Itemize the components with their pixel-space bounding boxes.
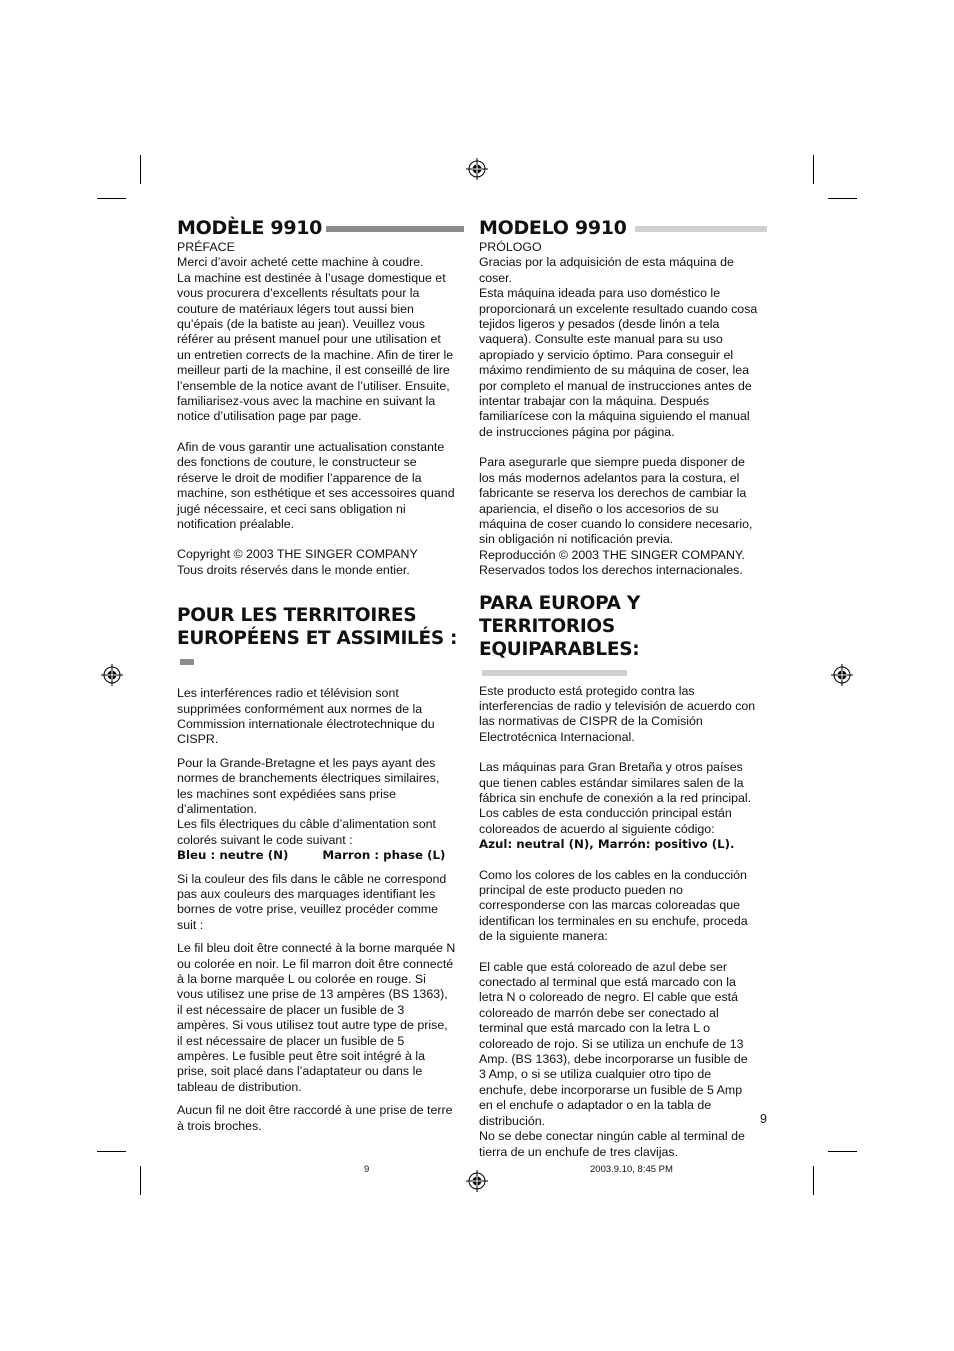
preface-body: Merci d’avoir acheté cette machine à coudre. La machine est destinée à l’usage domestique et vous procurera d’excellents résultats pour la couture de matériaux légers tout aussi bien qu’épais (de la batiste au jean). Veuillez vous référer au présent manuel pour une utilisation et un entretien corrects de la machine. Afin de tirer le meilleur parti de la machine, il est conseillé de lire l’ensemble de la notice avant de l’utiliser. Ensuite, familiarisez-vous avec la machine en suivant la notice d’utilisation page par page. <box>177 255 454 424</box>
section-title-line <box>479 638 771 684</box>
color-mismatch-paragraph: Como los colores de los cables en la conducción principal de este producto pueden no corresponderse con las marcas coloreadas que identifican los terminales en su enchufe, proceda de la siguiente manera: <box>479 867 748 944</box>
fuse-paragraph: Le fil bleu doit être connecté à la borne marquée N ou colorée en noir. Le fil marron doit être connecté à la borne marquée L ou colorée en rouge. Si vous utilisez une prise de 13 ampères (BS 1363), il est nécessaire de placer un fusible de 3 ampères. Si vous utilisez tout autre type de prise, il est nécessaire de placer un fusible de 5 ampères. Le fusible peut être soit intégré à la prise, soit placé dans l’adaptateur ou dans le tableau de distribution. <box>177 941 456 1094</box>
section-title-line: POUR LES TERRITOIRES <box>177 605 417 627</box>
french-title <box>177 216 469 240</box>
crop-mark <box>140 1166 141 1195</box>
wire-color-code: Azul: neutral (N), Marrón: positivo (L). <box>479 837 735 852</box>
code-brown: Marron : phase (L) <box>322 848 446 863</box>
spanish-title <box>479 216 771 240</box>
section-title-text: EUROPÉENS ET ASSIMILÉS : <box>177 628 458 650</box>
crop-mark <box>97 198 126 199</box>
spanish-title-text: MODELO 9910 <box>479 217 627 239</box>
crop-mark <box>813 1166 814 1195</box>
registration-mark-icon <box>101 664 123 686</box>
crop-mark <box>97 1151 126 1152</box>
registration-mark-icon <box>466 158 488 180</box>
prologue-body: Gracias por la adquisición de esta máquina de coser. Esta máquina ideada para uso doméstico le proporcionará un excelente resultado cuando cosa tejidos ligeros y pesados (desde linón a tela vaquera). Consulte este manual para su uso apropiado y servicio óptimo. Para conseguir el máximo rendimiento de su máquina de coser, lea por completo el manual de instrucciones antes de intentar trabajar con la máquina. Después familiarícese con la máquina siguiendo el manual de instrucciones página por página. <box>479 255 758 439</box>
title-bar <box>326 226 464 232</box>
footer-timestamp: 2003.9.10, 8:45 PM <box>590 1164 673 1175</box>
registration-mark-icon <box>831 664 853 686</box>
uk-plug-paragraph: Las máquinas para Gran Bretaña y otros países que tienen cables estándar similares salen de la fábrica sin enchufe de conexión a la red principal. Los cables de esta conducción principal están coloreados de acuerdo al siguiente código: <box>479 760 752 836</box>
earth-paragraph: Aucun fil ne doit être raccordé à une prise de terre à trois broches. <box>177 1103 453 1133</box>
spanish-column <box>479 216 771 1160</box>
fuse-paragraph: El cable que está coloreado de azul debe ser conectado al terminal que está marcado con la letra N o coloreado de negro. El cable que está coloreado de marrón debe ser conectado al terminal que está marcado con la letra L o coloreado de rojo. Si se utiliza un enchufe de 13 Amp. (BS 1363), debe incorporarse un fusible de 3 Amp, o si se utiliza cualquier otro tipo de enchufe, debe incorporarse un fusible de 5 Amp en el enchufe o adaptador o en la tabla de distribución. No se debe conectar ningún cable al terminal de tierra de un enchufe de tres clavijas. <box>479 959 748 1159</box>
update-notice: Para asegurarle que siempre pueda disponer de los más modernos adelantos para la costura, el fabricante se reserva los derechos de cambiar la apariencia, el diseño o los accesorios de su máquina de coser cuando lo considere necesario, sin obligación ni notificación previa. Reproducción © 2003 THE SINGER COMPANY. Reservados todos los derechos internacionales. <box>479 455 753 578</box>
copyright-notice: Copyright © 2003 THE SINGER COMPANY Tous droits réservés dans le monde entier. <box>177 547 418 577</box>
section-title-line <box>177 627 469 673</box>
page-number: 9 <box>760 1112 767 1126</box>
cispr-paragraph: Este producto está protegido contra las interferencias de radio y televisión de acuerdo con las normativas de CISPR de la Comisión Electrotécnica Internacional. <box>479 683 756 744</box>
cispr-paragraph: Les interférences radio et télévision sont supprimées conformément aux normes de la Commission internationale électrotechnique du CISPR. <box>177 686 435 747</box>
section-title-text: EQUIPARABLES: <box>479 638 640 660</box>
europe-section-heading <box>479 592 771 684</box>
section-title-line: PARA EUROPA Y TERRITORIOS <box>479 592 640 637</box>
update-notice: Afin de vous garantir une actualisation constante des fonctions de couture, le constructeur se réserve le droit de modifier l’apparence de la machine, son esthétique et ses accessoires quand jugé nécessaire, et ceci sans obligation ni notification préalable. <box>177 439 455 531</box>
prologue-label: PRÓLOGO <box>479 240 542 254</box>
code-blue: Bleu : neutre (N) <box>177 848 289 863</box>
crop-mark <box>140 155 141 184</box>
crop-mark <box>828 1151 857 1152</box>
wire-color-code <box>177 848 469 863</box>
title-bar <box>482 670 627 676</box>
title-bar <box>180 659 194 665</box>
europe-section-heading <box>177 604 469 673</box>
preface-label: PRÉFACE <box>177 240 235 254</box>
french-title-text: MODÈLE 9910 <box>177 217 323 239</box>
uk-plug-paragraph: Pour la Grande-Bretagne et les pays ayant des normes de branchements électriques similaires, les machines sont expédiées sans prise d’alimentation. Les fils électriques du câble d’alimentation sont colorés suivant le code suivant : <box>177 755 440 847</box>
french-column <box>177 216 469 1134</box>
registration-mark-icon <box>466 1170 488 1192</box>
crop-mark <box>828 198 857 199</box>
color-mismatch-paragraph: Si la couleur des fils dans le câble ne correspond pas aux couleurs des marquages identifiant les bornes de votre prise, veuillez procéder comme suit : <box>177 871 447 932</box>
footer-page: 9 <box>364 1164 370 1175</box>
crop-mark <box>813 155 814 184</box>
title-bar <box>635 226 767 232</box>
